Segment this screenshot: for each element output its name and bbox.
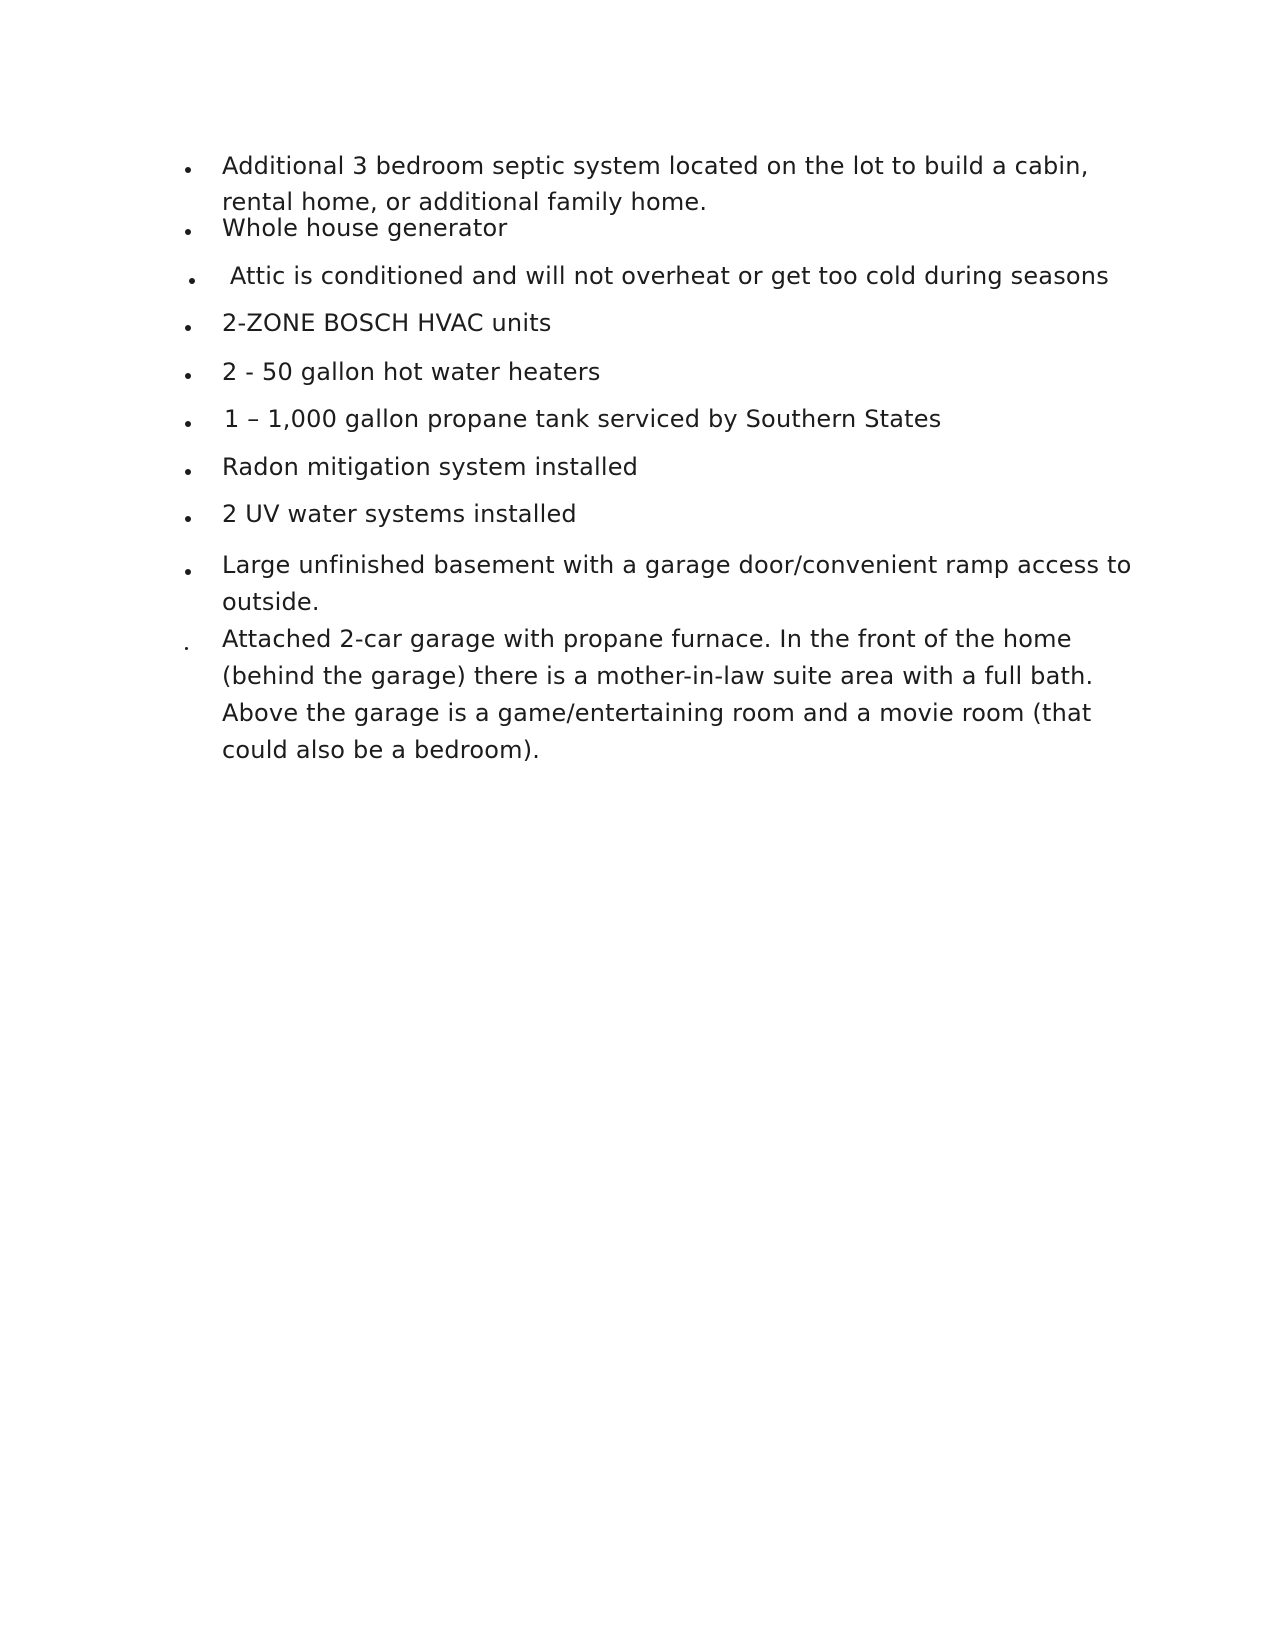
list-item-text: 2 UV water systems installed [222, 500, 577, 528]
bullet-dot [185, 516, 191, 522]
bullet-dot [185, 167, 191, 173]
bullet-dot [185, 325, 191, 331]
list-item-text: Whole house generator [222, 214, 508, 242]
list-item-text: Additional 3 bedroom septic system located on the lot to build a cabin, rental home, or additional family home. [222, 152, 1089, 216]
bullet-dot [185, 569, 191, 575]
bullet-dot [185, 421, 191, 427]
bullet-dot [185, 647, 188, 650]
list-item-text: 2 - 50 gallon hot water heaters [222, 358, 601, 386]
bullet-dot [185, 373, 191, 379]
list-item-text: Large unfinished basement with a garage door/convenient ramp access to outside. [222, 551, 1132, 616]
list-item-text: Attached 2-car garage with propane furnace. In the front of the home (behind the garage) there is a mother-in-law suite area with a full bath. Above the garage is a game/entertaining room and a movie room (that could also be a bedroom). [222, 625, 1094, 764]
bullet-dot [185, 229, 191, 235]
list-item-text: Radon mitigation system installed [222, 453, 639, 481]
list-item-text: Attic is conditioned and will not overheat or get too cold during seasons [222, 262, 1109, 290]
bullet-dot [189, 278, 195, 284]
bullet-dot [185, 469, 191, 475]
list-item-text: 1 – 1,000 gallon propane tank serviced by Southern States [224, 405, 942, 433]
list-item-text: 2-ZONE BOSCH HVAC units [222, 309, 552, 337]
